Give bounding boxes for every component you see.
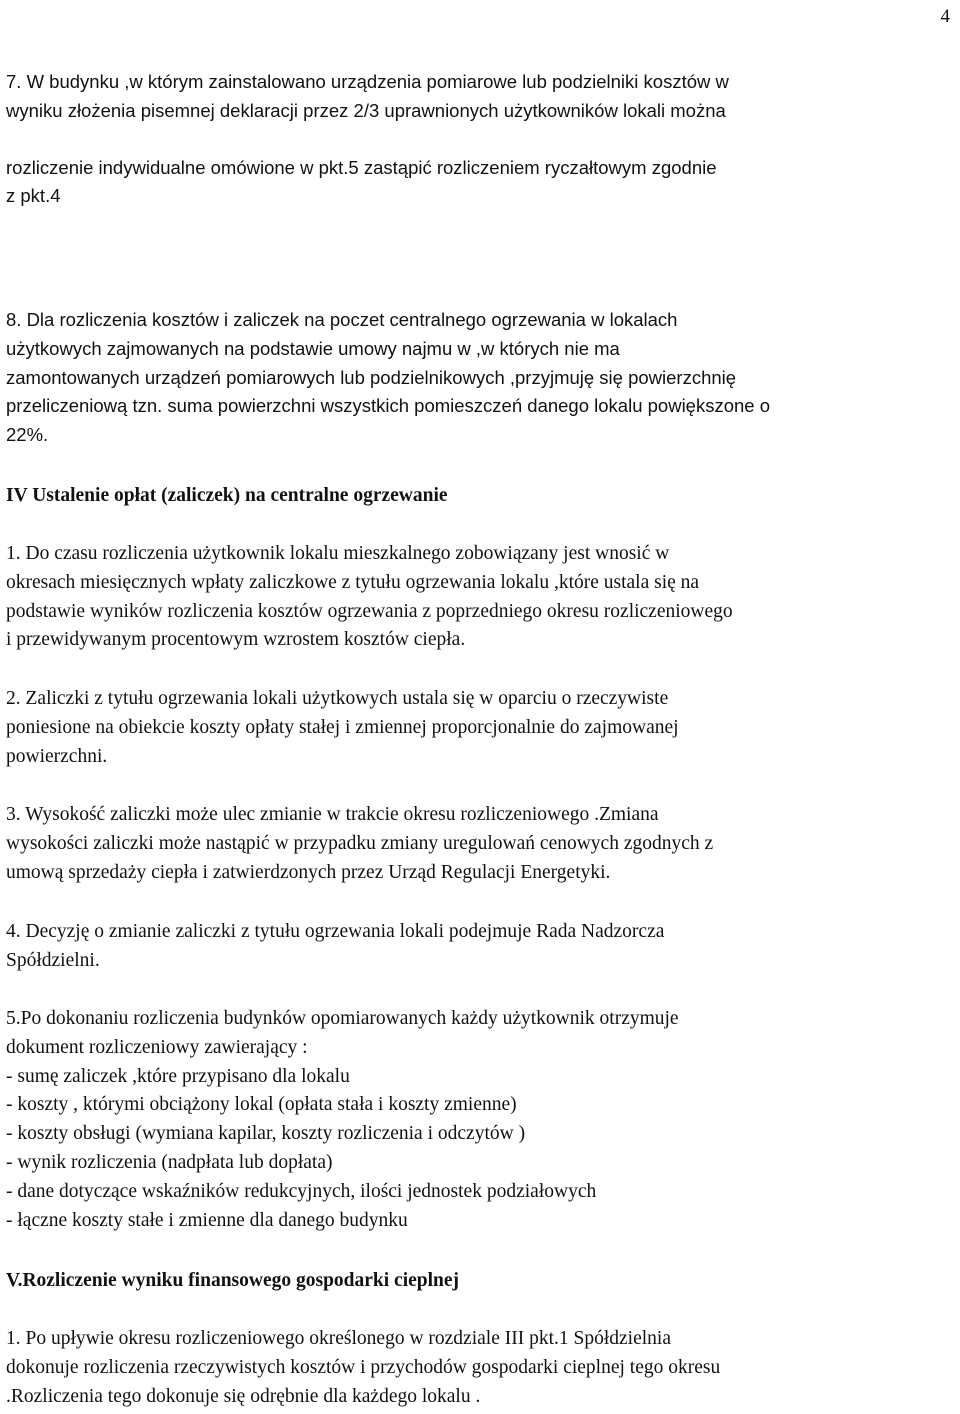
list-item: - wynik rozliczenia (nadpłata lub dopłata) [6,1151,333,1173]
text-line: dokument rozliczeniowy zawierający : [6,1036,308,1058]
text-line: 7. W budynku ,w którym zainstalowano urządzenia pomiarowe lub podzielniki kosztów w [6,71,729,92]
section-iv-item-4 [6,918,950,976]
text-line: 4. Decyzję o zmianie zaliczki z tytułu ogrzewania lokali podejmuje Rada Nadzorcza [6,921,665,942]
section-iv-item-1 [6,540,950,655]
list-item: - dane dotyczące wskaźników redukcyjnych, ilości jednostek podziałowych [6,1180,597,1202]
text-line: 3. Wysokość zaliczki może ulec zmianie w trakcie okresu rozliczeniowego .Zmiana [6,804,659,825]
section-v-item-1 [6,1325,950,1411]
text-line: zamontowanych urządzeń pomiarowych lub podzielnikowych ,przyjmuję się powierzchnię [6,366,737,388]
text-line: 1. Do czasu rozliczenia użytkownik lokalu mieszkalnego zobowiązany jest wnosić w [6,543,670,564]
text-line: 2. Zaliczki z tytułu ogrzewania lokali użytkowych ustala się w oparciu o rzeczywiste [6,688,669,709]
text-line: rozliczenie indywidualne omówione w pkt.5 zastąpić rozliczeniem ryczałtowym zgodnie [6,156,717,178]
section-iv-item-2 [6,685,950,771]
text-line: 5.Po dokonaniu rozliczenia budynków opomiarowanych każdy użytkownik otrzymuje [6,1008,679,1029]
text-line: 8. Dla rozliczenia kosztów i zaliczek na poczet centralnego ogrzewania w lokalach [6,309,678,330]
section-heading-v: V.Rozliczenie wyniku finansowego gospodarki cieplnej [6,1270,460,1291]
text-line: wyniku złożenia pisemnej deklaracji przez 2/3 uprawnionych użytkowników lokali można [6,99,726,121]
text-line: przeliczeniową tzn. suma powierzchni wszystkich pomieszczeń danego lokalu powiększone o [6,395,771,417]
text-line: .Rozliczenia tego dokonuje się odrębnie dla każdego lokalu . [6,1385,481,1407]
section-iv-item-3 [6,801,950,887]
text-line: 1. Po upływie okresu rozliczeniowego określonego w rozdziale III pkt.1 Spółdzielnia [6,1328,671,1349]
list-item: - koszty obsługi (wymiana kapilar, koszty rozliczenia i odczytów ) [6,1123,526,1145]
paragraph-8 [6,306,950,450]
text-line: umową sprzedaży ciepła i zatwierdzonych przez Urząd Regulacji Energetyki. [6,861,611,883]
text-line: wysokości zaliczki może nastąpić w przypadku zmiany uregulowań cenowych zgodnych z [6,832,714,854]
text-line: Spółdzielni. [6,949,100,971]
text-line: z pkt.4 [6,185,61,207]
text-line: i przewidywanym procentowym wzrostem kosztów ciepła. [6,629,466,651]
text-line: użytkowych zajmowanych na podstawie umowy najmu w ,w których nie ma [6,337,620,359]
section-iv-item-5 [6,1005,950,1235]
paragraph-7 [6,68,950,211]
list-item: - łączne koszty stałe i zmienne dla danego budynku [6,1209,408,1231]
section-heading-iv: IV Ustalenie opłat (zaliczek) na centralne ogrzewanie [6,485,448,506]
list-item: - koszty , którymi obciążony lokal (opłata stała i koszty zmienne) [6,1094,517,1116]
text-line: 22%. [6,424,49,446]
text-line: podstawie wyników rozliczenia kosztów ogrzewania z poprzedniego okresu rozliczeniowego [6,600,733,622]
text-line: dokonuje rozliczenia rzeczywistych kosztów i przychodów gospodarki cieplnej tego okresu [6,1356,721,1378]
list-item: - sumę zaliczek ,które przypisano dla lokalu [6,1065,350,1087]
text-line: okresach miesięcznych wpłaty zaliczkowe z tytułu ogrzewania lokalu ,które ustala się na [6,571,700,593]
text-line: powierzchni. [6,745,108,767]
text-line: poniesione na obiekcie koszty opłaty stałej i zmiennej proporcjonalnie do zajmowanej [6,716,679,738]
page-number: 4 [940,6,950,27]
